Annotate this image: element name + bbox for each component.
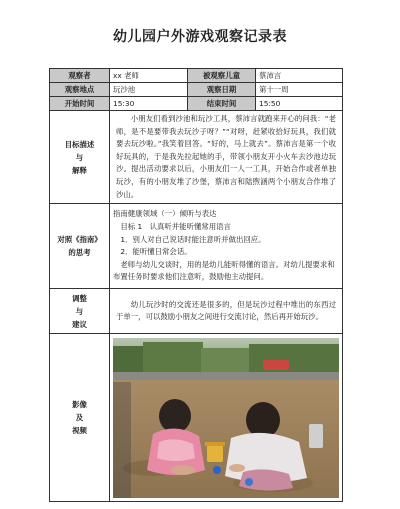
media-photo-cell [110, 334, 343, 502]
observer-label: 观察者 [50, 69, 110, 83]
adjustment-row [50, 289, 343, 334]
location-label: 观察地点 [50, 83, 110, 97]
adjustment-label: 调整 与 建议 [50, 289, 110, 334]
end-time-label: 结束时间 [188, 97, 256, 111]
sand-play-photo [113, 338, 339, 498]
child-value: 蔡沛言 [256, 69, 343, 83]
goal-description-text-cell [110, 111, 343, 204]
guide-line: 2．能听懂日常会话。 [120, 247, 192, 257]
observer-value: xx 老师 [110, 69, 188, 83]
goal-description-row [50, 111, 343, 204]
goal-description-text: 小朋友们看到沙池和玩沙工具，蔡沛言就跑来开心的问我：“老师，是不是要带我去玩沙子呀？”“对呀，赶紧收拾好玩具，我们就要去玩沙啦。”我笑着回答。“好的，马上就去”。蔡沛言是第一个收好玩具的，于是我先拉起她的手，带领小朋友开小火车去沙池边玩沙。提出活动要求以后，小朋友们一人一工具，开始合作或者单独玩沙，有的小朋友堆了沙堡，蔡沛言和陆煦涵两个小朋友合作堆了沙山。 [116, 114, 336, 199]
adjustment-text: 幼儿玩沙时的交流还是很多的，但是玩沙过程中堆出的东西过于单一，可以鼓励小朋友之间进行交流讨论，然后再开始玩沙。 [116, 299, 336, 322]
start-time-value: 15:30 [110, 97, 188, 111]
guide-line: 目标 1 认真听并能听懂常用语言 [120, 221, 231, 231]
info-row-location [50, 83, 343, 97]
guide-reflection-text-cell [110, 204, 343, 289]
info-row-time [50, 97, 343, 111]
guide-line: 指南健康领域（一）倾听与表达 [113, 209, 217, 219]
guide-line: 老师与幼儿交谈时，用的是幼儿能听得懂的语言。对幼儿提要求和布置任务时要求他们注意听，鼓励他主动提问。 [113, 259, 335, 282]
info-row-observer [50, 69, 343, 83]
sand-play-photo-illustration [113, 338, 339, 498]
location-value: 玩沙池 [110, 83, 188, 97]
guide-line: 1．别人对自己说话时能注意听并做出回应。 [120, 234, 266, 244]
goal-description-label: 目标描述 与 解释 [50, 111, 110, 204]
adjustment-text-cell [110, 289, 343, 334]
date-value: 第十一周 [256, 83, 343, 97]
document-title: 幼儿园户外游戏观察记录表 [113, 29, 287, 45]
guide-reflection-row [50, 204, 343, 289]
guide-reflection-label: 对照《指南》 的思考 [50, 204, 110, 289]
record-table [49, 68, 343, 502]
child-label: 被观察儿童 [188, 69, 256, 83]
date-label: 观察日期 [188, 83, 256, 97]
end-time-value: 15:50 [256, 97, 343, 111]
media-label: 影像 及 视频 [50, 334, 110, 502]
media-row [50, 334, 343, 502]
start-time-label: 开始时间 [50, 97, 110, 111]
